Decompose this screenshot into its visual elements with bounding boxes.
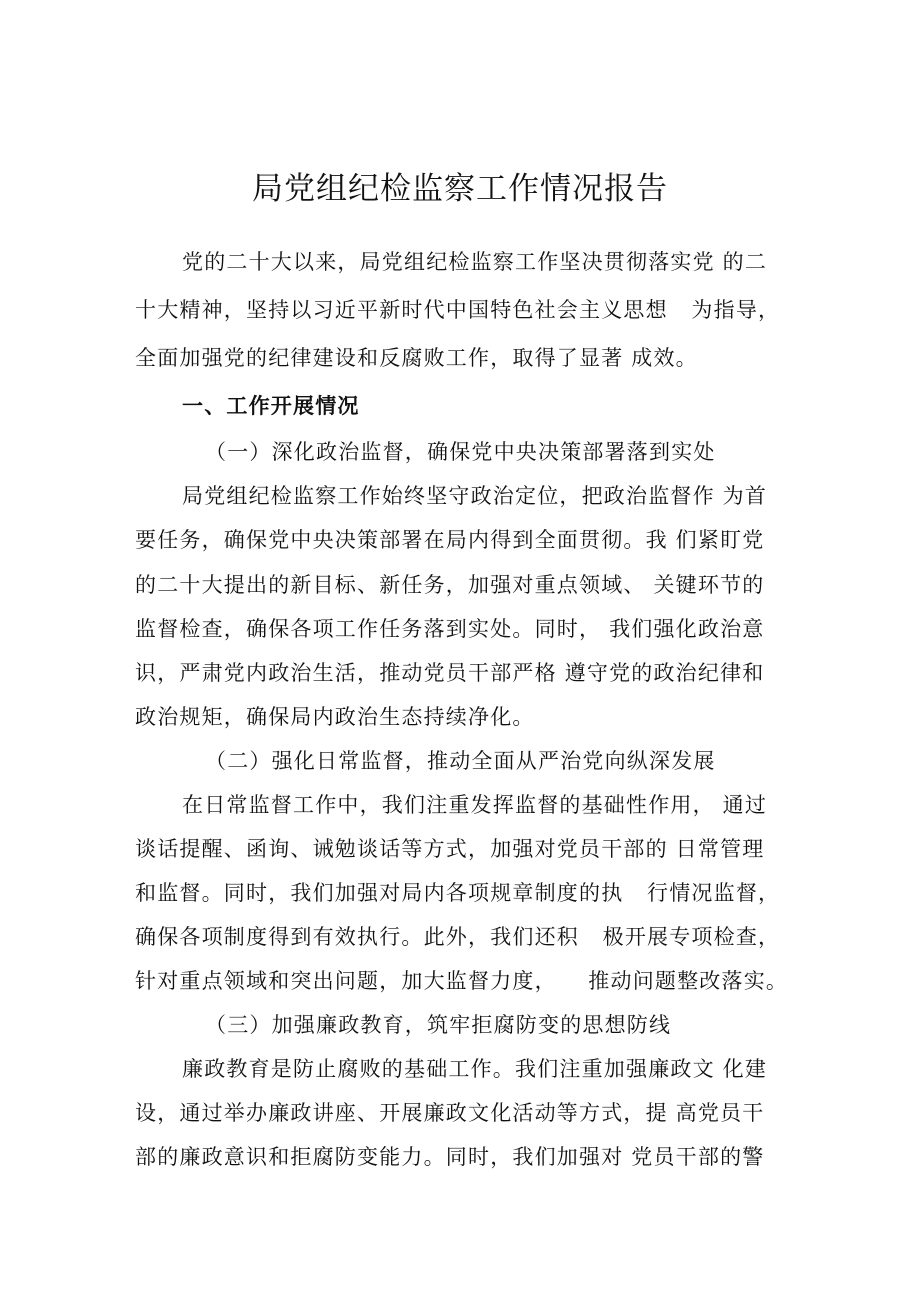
paragraph-line: 识，严肃党内政治生活，推动党员干部严格 遵守党的政治纪律和 — [135, 661, 765, 685]
paragraph-line: 廉政教育是防止腐败的基础工作。我们注重加强廉政文 化建 — [182, 1057, 768, 1081]
paragraph-line: 部的廉政意识和拒腐防变能力。同时，我们加强对 党员干部的警 — [135, 1145, 765, 1169]
document-title: 局党组纪检监察工作情况报告 — [252, 171, 668, 207]
subsection-heading: （二）强化日常监督，推动全面从严治党向纵深发展 — [205, 749, 716, 773]
paragraph-line: 监督检查，确保各项工作任务落到实处。同时， 我们强化政治意 — [135, 617, 765, 641]
paragraph-line: 和监督。同时，我们加强对局内各项规章制度的执 行情况监督， — [135, 881, 781, 905]
paragraph-line: 党的二十大以来，局党组纪检监察工作坚决贯彻落实党 的二 — [182, 250, 768, 274]
subsection-heading: （三）加强廉政教育，筑牢拒腐防变的思想防线 — [205, 1013, 672, 1037]
paragraph-line: 全面加强党的纪律建设和反腐败工作，取得了显著 成效。 — [135, 346, 698, 370]
paragraph-line: 局党组纪检监察工作始终坚守政治定位，把政治监督作 为首 — [182, 484, 768, 508]
paragraph-line: 针对重点领域和突出问题，加大监督力度， 推动问题整改落实。 — [135, 969, 789, 993]
paragraph-line: 政治规矩，确保局内政治生态持续净化。 — [135, 705, 535, 729]
section-heading: 一、工作开展情况 — [182, 393, 360, 418]
paragraph-line: 在日常监督工作中，我们注重发挥监督的基础性作用， 通过 — [182, 793, 768, 817]
paragraph-line: 谈话提醒、函询、诫勉谈话等方式，加强对党员干部的 日常管理 — [135, 837, 765, 861]
paragraph-line: 设，通过举办廉政讲座、开展廉政文化活动等方式，提 高党员干 — [135, 1101, 765, 1125]
paragraph-line: 确保各项制度得到有效执行。此外，我们还积 极开展专项检查， — [135, 925, 781, 949]
paragraph-line: 的二十大提出的新目标、新任务，加强对重点领域、 关键环节的 — [135, 573, 765, 597]
subsection-heading: （一）深化政治监督，确保党中央决策部署落到实处 — [205, 440, 716, 464]
paragraph-line: 十大精神，坚持以习近平新时代中国特色社会主义思想 为指导， — [135, 298, 781, 322]
paragraph-line: 要任务，确保党中央决策部署在局内得到全面贯彻。我 们紧盯党 — [135, 528, 765, 552]
